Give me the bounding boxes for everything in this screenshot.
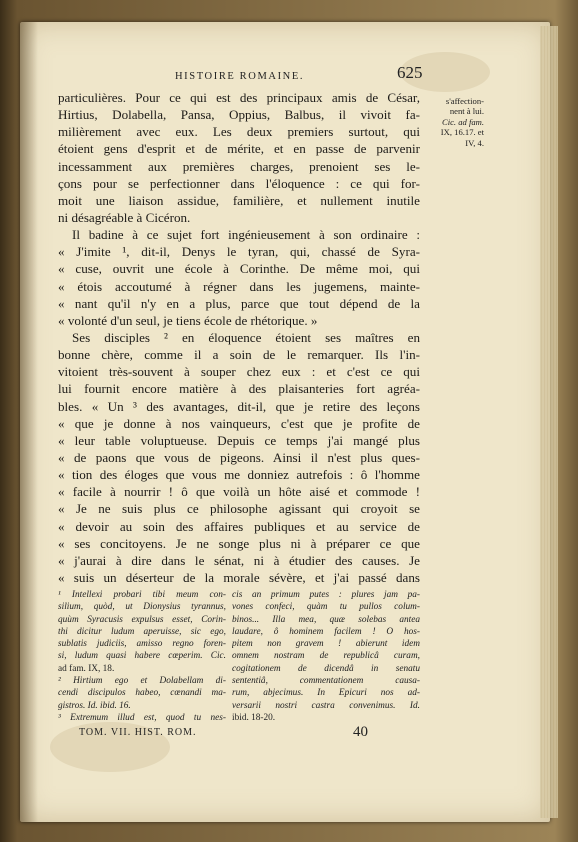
footnote-line: rum, abjecimus. In Epicuri nos ad-: [232, 688, 420, 699]
footnote-line: laudare, ô hominem facilem ! O hos-: [232, 626, 420, 637]
body-line: milièrement avec eux. Les deux premiers surtout, qui: [58, 124, 420, 140]
footnote-line: pitem non gravem ! abierunt idem: [232, 639, 420, 650]
footnote-line: ¹ Intellexi probari tibi meum con-: [58, 590, 226, 600]
body-line: incessamment aux premières charges, prenoient ses le-: [58, 158, 420, 174]
body-line: « tion des éloges que vous me donniez autrefois : ô l'homme: [58, 467, 420, 483]
footnote-line: sublatis judiciis, amisso regno foren-: [58, 639, 226, 650]
body-line: « j'aurai à dire dans le sénat, ni à étudier des causes. Je: [58, 552, 420, 568]
body-text: [58, 89, 420, 586]
footnote-line: ad fam. IX, 18.: [58, 663, 115, 674]
page-edges: [540, 26, 558, 818]
body-line: « ses concitoyens. Je ne songe plus ni à préparer ce que: [58, 535, 420, 551]
body-line: çons pour se perfectionner dans l'éloquence : ce qui for-: [58, 175, 420, 191]
body-line: « de paons que vous de pigeons. Ainsi il n'est plus ques-: [58, 449, 420, 465]
page-gutter-shadow: [20, 22, 38, 822]
body-line: ni désagréable à Cicéron.: [58, 209, 191, 225]
body-line: « J'imite ¹, dit-il, Denys le tyran, qui, chassé de Syra-: [58, 244, 420, 260]
footnote-line: vones confeci, quàm tu pullos colum-: [232, 602, 420, 613]
body-line: « Je ne suis plus ce philosophe agissant qui croyoit se: [58, 501, 420, 517]
body-line: moit une liaison assidue, familière, et nullement inutile: [58, 192, 420, 208]
footnote-line: thi dicitur ludum aperuisse, sic ego,: [58, 626, 226, 637]
footnote-line: cogitationem de dicendâ in senatu: [232, 663, 420, 674]
body-line: bonne chère, comme il a soin de le remarquer. Ils l'in-: [58, 347, 420, 363]
body-line: bles. « Un ³ des avantages, dit-il, que je retire des leçons: [58, 398, 420, 414]
body-line: lui fournit encore matière à des plaisanteries fort agréa-: [58, 381, 420, 397]
footnote-line: cendi discipulos habeo, cœnandi ma-: [58, 688, 226, 699]
footnote-line: silium, quòd, ut Dionysius tyrannus,: [58, 602, 226, 613]
margin-note-line: nent à lui.: [449, 106, 484, 117]
margin-note-line: IX, 16.17. et: [440, 127, 484, 138]
body-line: « devoir au soin des affaires publiques et au service de: [58, 518, 420, 534]
body-line: « leur table voluptueuse. Depuis ce temps j'ai mangé plus: [58, 432, 420, 448]
body-line: vitoient très-souvent à souper chez eux : et c'est ce qui: [58, 364, 420, 380]
footnote-line: binos... Illa mea, quæ solebas antea: [232, 614, 420, 625]
footnote-line: omnem nostram de republicâ curam,: [232, 651, 420, 662]
body-line: « suis un déserteur de la morale sévère, et j'ai passé dans: [58, 569, 420, 585]
body-line: Il badine à ce sujet fort ingénieusement à son ordinaire :: [72, 227, 420, 243]
footnotes-left-column: [58, 589, 226, 724]
body-line: « que je donne à nos vainqueurs, c'est que je profite de: [58, 415, 420, 431]
running-head: HISTOIRE ROMAINE.: [175, 71, 305, 82]
footnote-line: cis an primum putes : plures jam pa-: [232, 590, 420, 600]
page-number: 625: [397, 63, 423, 82]
body-line: Hirtius, Dolabella, Pansa, Oppius, Balbus, il vivoit fa-: [58, 107, 420, 123]
footnotes-right-column: [232, 589, 420, 724]
footnote-line: ³ Extremum illud est, quod tu nes-: [58, 712, 226, 723]
margin-note-line: Cic. ad fam.: [441, 116, 484, 127]
footnote-line: quùm Syracusis expulsus esset, Corin-: [58, 614, 226, 625]
body-line: « nant qu'il n'y en a plus, parce que tout dépend de la: [58, 295, 420, 311]
body-line: particulières. Pour ce qui est des principaux amis de César,: [58, 90, 420, 105]
body-line: « volonté d'un seul, je tiens école de rhétorique. »: [58, 312, 318, 328]
body-line: « étois accoutumé à régner dans les jugemens, mainte-: [58, 278, 420, 294]
signature-number: 40: [353, 724, 368, 740]
margin-note-line: s'affection-: [445, 96, 484, 106]
body-line: Ses disciples ² en éloquence étoient ses maîtres en: [72, 329, 420, 345]
footnote-line: versarii nostri castra convenimus. Id.: [232, 700, 420, 711]
footnote-line: sententiâ, commentationem causa-: [232, 676, 420, 687]
footnote-line: ² Hirtium ego et Dolabellam di-: [58, 676, 226, 687]
footnote-line: si, ludum quasi habere cœperim. Cic.: [58, 651, 226, 662]
footnote-line: ibid. 18-20.: [232, 712, 276, 723]
signature-mark: TOM. VII. HIST. ROM.: [79, 727, 197, 738]
body-line: étoient gens d'esprit et de mérite, et en passe de parvenir: [58, 141, 420, 157]
body-line: « facile à nourrir ! ô que voilà un hôte aisé et commode !: [58, 484, 420, 500]
margin-note-line: IV, 4.: [465, 137, 484, 148]
footnote-line: gistros. Id. ibid. 16.: [58, 700, 131, 711]
margin-note: [424, 96, 484, 148]
body-line: « cuse, ouvrit une école à Corinthe. De même moi, qui: [58, 261, 420, 277]
